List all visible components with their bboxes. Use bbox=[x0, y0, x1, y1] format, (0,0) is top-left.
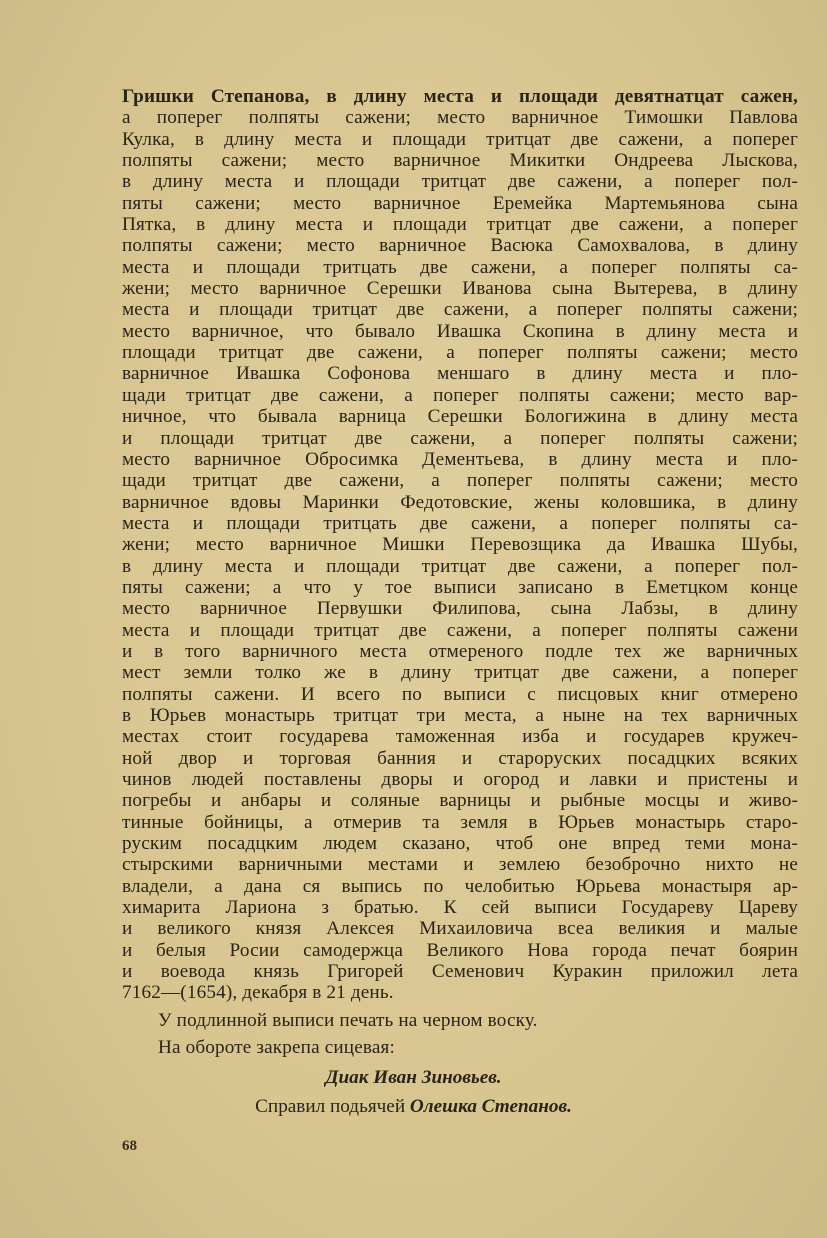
text-line: пяты сажени; а что у тое выписи записано в Еметцком конце bbox=[122, 576, 798, 598]
text-line: Кулка, в длину места и площади тритцат две сажени, а поперег bbox=[122, 128, 798, 150]
text-line: места и площади тритцат две сажени, а поперег полпяты сажени; bbox=[122, 299, 798, 321]
text-line: полпяты сажени; место варничное Микитки Ондреева Лыскова, bbox=[122, 150, 798, 172]
text-line: щади тритцат две сажени, а поперег полпяты сажени; место bbox=[122, 470, 798, 492]
text-line: жени; место варничное Серешки Иванова сына Вытерева, в длину bbox=[122, 278, 798, 300]
text-line: полпяты сажени. И всего по выписи с писцовых книг отмерено bbox=[122, 683, 798, 705]
signature-podyachei bbox=[0, 1096, 827, 1118]
text-line: место варничное Обросимка Дементьева, в длину места и пло- bbox=[122, 448, 798, 470]
text-line: жени; место варничное Мишки Перевозщика да Ивашка Шубы, bbox=[122, 534, 798, 556]
text-line: погребы и анбары и соляные варницы и рыбные мосцы и живо- bbox=[122, 790, 798, 812]
text-line: в длину места и площади тритцат две сажени, а поперег пол- bbox=[122, 555, 798, 577]
text-line: стырскими варничными местами и землею безоброчно нихто не bbox=[122, 854, 798, 876]
text-line: местах стоит государева таможенная изба и государев кружеч- bbox=[122, 726, 798, 748]
text-line: места и площади тритцать две сажени, а поперег полпяты са- bbox=[122, 256, 798, 278]
signature-dyak-name: Диак Иван Зиновьев. bbox=[325, 1067, 502, 1088]
text-line: места и площади тритцат две сажени, а поперег полпяты сажени bbox=[122, 619, 798, 641]
seal-line: У подлинной выписи печать на черном воску. bbox=[158, 1009, 538, 1031]
text-line: Пятка, в длину места и площади тритцат две сажени, а поперег bbox=[122, 214, 798, 236]
text-line: химарита Лариона з братью. К сей выписи Государеву Цареву bbox=[122, 897, 798, 919]
text-line: варничное Ивашка Софонова меншаго в длину места и пло- bbox=[122, 363, 798, 385]
text-line: место варничное Первушки Филипова, сына Лабзы, в длину bbox=[122, 598, 798, 620]
text-line: а поперег полпяты сажени; место варничное Тимошки Павлова bbox=[122, 107, 798, 129]
text-line: и площади тритцат две сажени, а поперег полпяты сажени; bbox=[122, 427, 798, 449]
signature-podyachei-prefix: Справил подьячей bbox=[255, 1096, 410, 1117]
text-line: и в того варничного места отмереного подле тех же варничных bbox=[122, 640, 798, 662]
text-line: площади тритцат две сажени, а поперег полпяты сажени; место bbox=[122, 342, 798, 364]
page-number: 68 bbox=[122, 1138, 137, 1154]
text-line: и великого князя Алексея Михаиловича всеа великия и малые bbox=[122, 918, 798, 940]
text-line: руским посадцким людем сказано, чтоб оне впред теми мона- bbox=[122, 833, 798, 855]
text-line: тинные бойницы, а отмерив та земля в Юрьев монастырь старо- bbox=[122, 811, 798, 833]
signature-dyak bbox=[0, 1067, 827, 1089]
document-body bbox=[122, 86, 798, 1058]
text-line: владели, а дана ся выпись по челобитью Юрьева монастыря ар- bbox=[122, 875, 798, 897]
text-line: мест земли толко же в длину тритцат две сажени, а поперег bbox=[122, 662, 798, 684]
reverse-line: На обороте закрепа сицевая: bbox=[158, 1037, 395, 1059]
text-line: полпяты сажени; место варничное Васюка Самохвалова, в длину bbox=[122, 235, 798, 257]
text-line: щади тритцат две сажени, а поперег полпяты сажени; место вар- bbox=[122, 384, 798, 406]
text-line: ной двор и торговая банния и староруских посадцких всяких bbox=[122, 747, 798, 769]
text-line: в Юрьев монастырь тритцат три места, а ныне на тех варничных bbox=[122, 704, 798, 726]
text-line: место варничное, что бывало Ивашка Скопина в длину места и bbox=[122, 320, 798, 342]
text-line: варничное вдовы Маринки Федотовские, жены коловшика, в длину bbox=[122, 491, 798, 513]
text-line: ничное, что бывала варница Серешки Бологижина в длину места bbox=[122, 406, 798, 428]
text-line: пяты сажени; место варничное Еремейка Мартемьянова сына bbox=[122, 192, 798, 214]
text-line: места и площади тритцать две сажени, а поперег полпяты са- bbox=[122, 512, 798, 534]
text-line: Гришки Степанова, в длину места и площади девятнатцат сажен, bbox=[122, 86, 798, 107]
text-line: 7162—(1654), декабря в 21 день. bbox=[122, 982, 394, 1004]
text-line: и воевода князь Григорей Семенович Куракин приложил лета bbox=[122, 961, 798, 983]
signature-podyachei-name: Олешка Степанов. bbox=[409, 1096, 572, 1117]
text-line: чинов людей поставлены дворы и огород и лавки и пристены и bbox=[122, 769, 798, 790]
text-line: и белыя Росии самодержца Великого Нова города печат боярин bbox=[122, 939, 798, 961]
text-line: в длину места и площади тритцат две сажени, а поперег пол- bbox=[122, 171, 798, 193]
